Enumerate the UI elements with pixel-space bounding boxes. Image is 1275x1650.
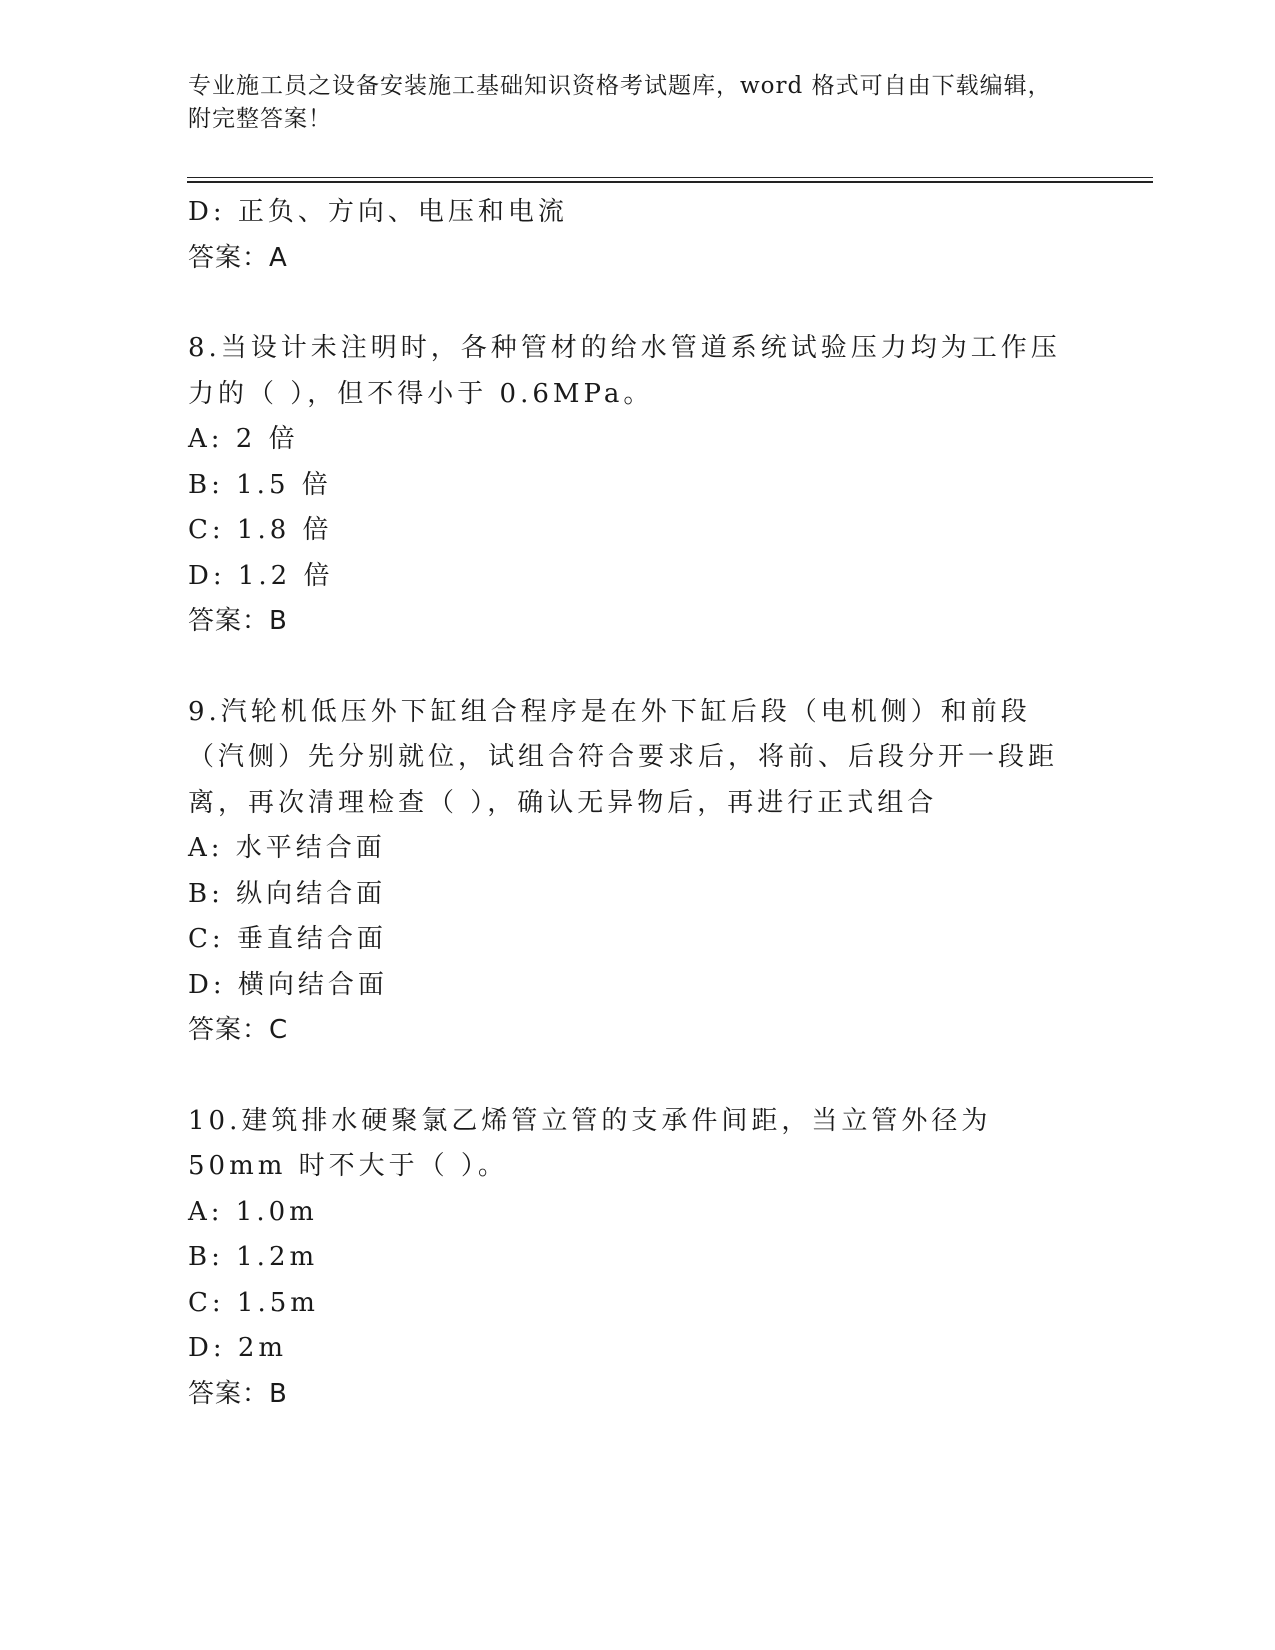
option-d: D: 2m	[188, 1333, 288, 1363]
question-stem: 8.当设计未注明时，各种管材的给水管道系统试验压力均为工作压力的（ ），但不得小于 0.6MPa。	[188, 333, 1061, 409]
question-8	[188, 326, 1068, 645]
option-a: A: 2 倍	[188, 424, 299, 454]
page-header: 专业施工员之设备安装施工基础知识资格考试题库，word 格式可自由下载编辑，附完整答案！	[188, 73, 1052, 132]
option-d: D: 1.2 倍	[188, 560, 334, 591]
option-a: A: 水平结合面	[188, 833, 386, 863]
previous-question-tail	[188, 190, 1068, 281]
header-divider-thick	[187, 181, 1153, 183]
option-d: D: 正负、方向、电压和电流	[188, 197, 568, 227]
option-b: B: 1.2m	[188, 1242, 319, 1272]
option-b: B: 1.5 倍	[188, 469, 332, 500]
question-10	[188, 1099, 1068, 1418]
question-stem: 10.建筑排水硬聚氯乙烯管立管的支承件间距，当立管外径为 50mm 时不大于（ ）。	[188, 1105, 992, 1181]
option-a: A: 1.0m	[188, 1196, 318, 1227]
option-c: C: 1.8 倍	[188, 515, 333, 545]
question-content	[188, 190, 1068, 1417]
answer-line: 答案：A	[188, 242, 288, 273]
option-d: D: 横向结合面	[188, 969, 388, 1000]
option-c: C: 1.5m	[188, 1287, 319, 1318]
option-b: B: 纵向结合面	[188, 878, 387, 909]
question-stem: 9.汽轮机低压外下缸组合程序是在外下缸后段（电机侧）和前段（汽侧）先分别就位，试组合符合要求后，将前、后段分开一段距离，再次清理检查（ ），确认无异物后，再进行正式组合	[188, 696, 1059, 818]
answer-line: 答案：B	[188, 1378, 288, 1409]
option-c: C: 垂直结合面	[188, 924, 387, 954]
answer-line: 答案：C	[188, 1015, 289, 1045]
answer-line: 答案：B	[188, 606, 288, 636]
question-9	[188, 690, 1068, 1054]
header-divider-thin	[187, 177, 1153, 178]
